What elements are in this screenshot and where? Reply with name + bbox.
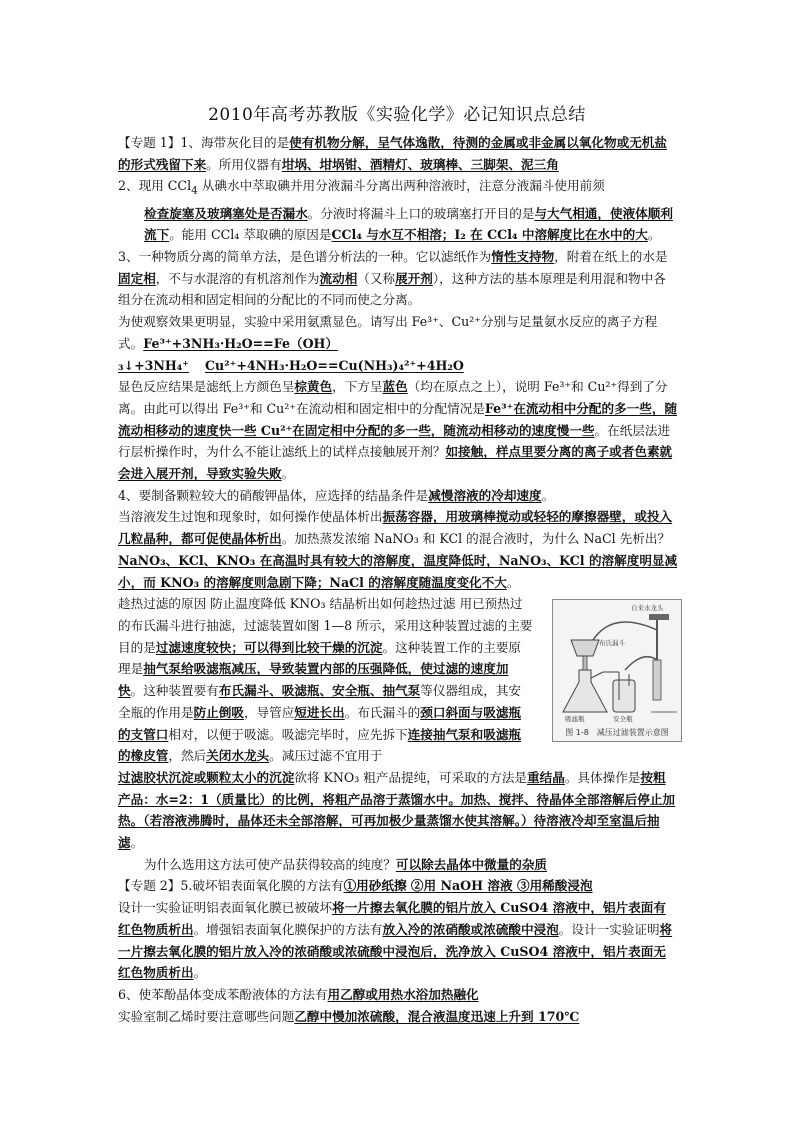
answer: 放入冷的浓硝酸或浓硫酸中浸泡 bbox=[382, 921, 559, 937]
section-7 bbox=[118, 984, 678, 1006]
faucet-icon bbox=[649, 614, 669, 620]
text: 。分液时将漏斗上口的玻璃塞打开目的是 bbox=[307, 205, 535, 221]
text: 。 bbox=[506, 574, 520, 590]
text: 。加热蒸发浓缩 NaNO₃ 和 KCl 的混合液时，为什么 NaCl 先析出？ bbox=[281, 531, 671, 547]
answer: 可以除去晶体中微量的杂质 bbox=[395, 856, 547, 872]
answer: ①用砂纸擦 ②用 NaOH 溶液 ③用稀酸浸泡 bbox=[343, 878, 593, 894]
text: 设计一实验证明铝表面氧化膜已被破坏 bbox=[118, 900, 333, 916]
text: ，导管应 bbox=[243, 704, 295, 720]
text: ），这种方法的基本原理是利用混和物中各组分在流动相和固定相间的分配比的不同而使之分离。 bbox=[118, 270, 666, 308]
figure-label: 吸滤瓶 bbox=[565, 715, 585, 723]
topic-label: 【专题 2】 bbox=[118, 878, 181, 894]
text: 趁热过滤的原因 防止温度降低 KNO₃ 结晶析出如何趁热过滤 用已预热过的布氏漏斗进行抽滤，过滤装置如图 1—8 所示，采用这种装置过滤的主要目的是 bbox=[118, 596, 533, 655]
answer: 棕黄色 bbox=[294, 379, 333, 395]
section-6-b bbox=[118, 897, 678, 984]
answer: 坩埚、坩埚钳、酒精灯、玻璃棒、三脚架、泥三角 bbox=[281, 156, 559, 172]
section-3-b bbox=[118, 311, 678, 376]
text: 。增强铝表面氧化膜保护的方法有 bbox=[193, 921, 383, 937]
vacuum-filtration-figure bbox=[552, 599, 682, 742]
answer: 颈口斜面与吸滤瓶的支管口 bbox=[118, 704, 521, 742]
text: 从碘水中萃取碘并用分液漏斗分离出两种溶液时，注意分液漏斗使用前须 bbox=[197, 178, 605, 194]
text: 。 bbox=[541, 487, 555, 503]
answer: 与大气相通，使液体顺利流下 bbox=[144, 205, 673, 243]
aspirator-icon bbox=[653, 660, 661, 700]
answer: 短进长出 bbox=[294, 704, 345, 720]
text: 。具体操作是 bbox=[564, 769, 641, 785]
answer: 抽气泵给吸滤瓶减压，导致装置内部的压强降低，使过滤的速度加快 bbox=[118, 661, 509, 699]
text: （又称 bbox=[357, 270, 396, 286]
answer: NaNO₃、KCl、KNO₃ 在高温时具有较大的溶解度，温度降低时，NaNO₃、KCl 的溶解度明显减小，而 KNO₃ 的溶解度则急剧下降；NaCl 的溶解度随温度变化不大 bbox=[118, 552, 678, 590]
text: 。 bbox=[647, 227, 661, 243]
text: 。这种装置工作的主要原理是 bbox=[118, 639, 521, 677]
section-3-c bbox=[118, 376, 678, 485]
funnel-icon bbox=[571, 640, 599, 656]
text: 。能用 CCl₄ 萃取碘的原因是 bbox=[169, 227, 332, 243]
text: （均在原点之上），说明 Fe³⁺和 Cu²⁺得到了分离。由此可以得出 Fe³⁺和 Cu²⁺在流动相和固定相中的分配情况是 bbox=[118, 379, 668, 416]
text: 2、现用 CCl bbox=[118, 178, 192, 194]
text: 5.破坏铝表面氧化膜的方法有 bbox=[180, 878, 344, 894]
text: 。所用仪器有 bbox=[206, 156, 282, 172]
text: 当溶液发生过饱和现象时，如何操作使晶体析出 bbox=[118, 509, 383, 525]
text: 为使观察效果更明显，实验中采用氨熏显色。请写出 Fe³⁺、Cu²⁺分别与足量氨水反应的离子方程式。 bbox=[118, 314, 658, 351]
text: 。 bbox=[281, 466, 295, 482]
answer: 防止倒吸 bbox=[193, 704, 244, 720]
page-title: 2010年高考苏教版《实验化学》必记知识点总结 bbox=[208, 105, 586, 125]
figure-caption: 图 1-8 减压过滤装置示意图 bbox=[565, 728, 669, 737]
section-1 bbox=[118, 132, 678, 175]
equation: Cu²⁺+4NH₃·H₂O==Cu(NH₃)₄²⁺+4H₂O bbox=[204, 357, 464, 373]
answer: 如接触，样点里要分离的离子或者色素就会进入展开剂，导致实验失败 bbox=[118, 444, 673, 482]
answer: 流动相 bbox=[319, 270, 358, 286]
section-4 bbox=[118, 485, 678, 507]
answer: 过滤速度较快；可以得到比较干燥的沉淀 bbox=[155, 639, 383, 655]
section-2 bbox=[118, 175, 678, 202]
text: 1、海带灰化目的是 bbox=[180, 135, 290, 150]
suction-flask-icon bbox=[563, 670, 607, 712]
answer: 展开剂 bbox=[395, 270, 433, 286]
answer: 将一片擦去氧化膜的铝片放入冷的浓硝酸或浓硫酸中浸泡后，洗净放入 CuSO4 溶液中，铝片表面无红色物质析出 bbox=[118, 921, 673, 981]
answer: 使有机物分解，呈气体逸散，待测的金属或非金属以氧化物或无机盐的形式残留下来 bbox=[118, 135, 667, 172]
section-5 bbox=[118, 593, 533, 767]
safety-bottle-icon bbox=[613, 680, 635, 712]
text: 。 bbox=[193, 965, 207, 981]
text: 欲将 KNO₃ 粗产品提纯，可采取的方法是 bbox=[294, 769, 528, 785]
answer: 重结晶 bbox=[527, 769, 565, 785]
answer: CCl₄ 与水互不相溶；I₂ 在 CCl₄ 中溶解度比在水中的大 bbox=[331, 227, 648, 243]
answer: 布氏漏斗、吸滤瓶、安全瓶、抽气泵 bbox=[218, 683, 421, 699]
answer: 关闭水龙头 bbox=[206, 748, 270, 764]
answer: 蓝色 bbox=[382, 379, 408, 395]
text: 相对，以便于吸滤。吸滤完毕时，应先拆下 bbox=[168, 726, 408, 742]
section-3 bbox=[118, 246, 678, 311]
text: 等仪器组成，其安全瓶的作用是 bbox=[118, 683, 521, 720]
text: 。 bbox=[130, 835, 144, 851]
answer: 用乙醇或用热水浴加热融化 bbox=[327, 986, 479, 1002]
answer: 连接抽气泵和吸滤瓶的橡皮管 bbox=[118, 726, 521, 764]
text: 显色反应结果是滤纸上方颜色呈 bbox=[118, 379, 295, 395]
answer: 检查旋塞及玻璃塞处是否漏水 bbox=[144, 205, 308, 221]
answer: 按粗产品：水=2：1（质量比）的比例，将粗产品溶于蒸馏水中。加热、搅拌、待晶体全部溶解后停止加热。（若溶液沸腾时，晶体还未全部溶解，可再加极少量蒸馏水使其溶解。）待溶液冷却至室温后抽滤 bbox=[118, 769, 676, 851]
section-5-c bbox=[118, 854, 678, 876]
text: 3、一种物质分离的简单方法，是色谱分析法的一种。它以滤纸作为 bbox=[118, 249, 492, 265]
answer: 惰性支持物 bbox=[491, 249, 555, 265]
section-5-b bbox=[118, 767, 678, 854]
text: ，不与水混溶的有机溶剂作为 bbox=[155, 270, 320, 286]
equation: Fe³⁺+3NH₃·H₂O==Fe（OH）₃↓+3NH₄⁺ bbox=[118, 335, 339, 373]
answer: 将一片擦去氧化膜的铝片放入 CuSO4 溶液中，铝片表面有红色物质析出 bbox=[118, 900, 666, 937]
section-2-cont bbox=[118, 203, 678, 246]
document-body bbox=[118, 132, 678, 1027]
section-8 bbox=[118, 1006, 678, 1028]
text: 。这种装置要有 bbox=[130, 683, 219, 699]
text: ，下方呈 bbox=[332, 379, 383, 395]
figure-label: 布氏漏斗 bbox=[599, 639, 625, 647]
answer: 乙醇中慢加浓硫酸，混合液温度迅速上升到 170℃ bbox=[294, 1008, 580, 1024]
answer: 减慢溶液的冷却速度 bbox=[428, 487, 542, 503]
text: ，然后 bbox=[168, 748, 207, 764]
answer: 过滤胶状沉淀或颗粒太小的沉淀 bbox=[118, 769, 295, 785]
text: 实验室制乙烯时要注意哪些问题 bbox=[118, 1008, 295, 1024]
text: 。减压过滤不宜用于 bbox=[269, 748, 383, 764]
section-6 bbox=[118, 875, 678, 897]
text: ，附着在纸上的水是 bbox=[554, 249, 668, 265]
section-4-b bbox=[118, 506, 678, 593]
figure-label: 自来水龙头 bbox=[631, 604, 664, 612]
text: 4、要制备颗粒较大的硝酸钾晶体，应选择的结晶条件是 bbox=[118, 487, 429, 503]
subscript: 4 bbox=[191, 184, 198, 197]
text: 为什么选用这方法可使产品获得较高的纯度？ bbox=[144, 856, 396, 872]
text: 。在纸层法进行层析操作时，为什么不能让滤纸上的试样点接触展开剂？ bbox=[118, 422, 671, 460]
answer: 振荡容器，用玻璃棒搅动或轻轻的摩擦器壁，或投入几粒晶种，都可促使晶体析出 bbox=[118, 509, 673, 547]
figure-label: 安全瓶 bbox=[613, 715, 633, 723]
text: 。布氏漏斗的 bbox=[344, 704, 421, 720]
answer: 固定相 bbox=[118, 270, 156, 286]
answer: Fe³⁺在流动相中分配的多一些，随流动相移动的速度快一些 Cu²⁺在固定相中分配的多一些，随流动相移动的速度慢一些 bbox=[118, 400, 678, 438]
text: 6、使苯酚晶体变成苯酚液体的方法有 bbox=[118, 986, 328, 1002]
topic-label: 【专题 1】 bbox=[118, 135, 181, 150]
text: 。设计一实验证明 bbox=[558, 921, 660, 937]
